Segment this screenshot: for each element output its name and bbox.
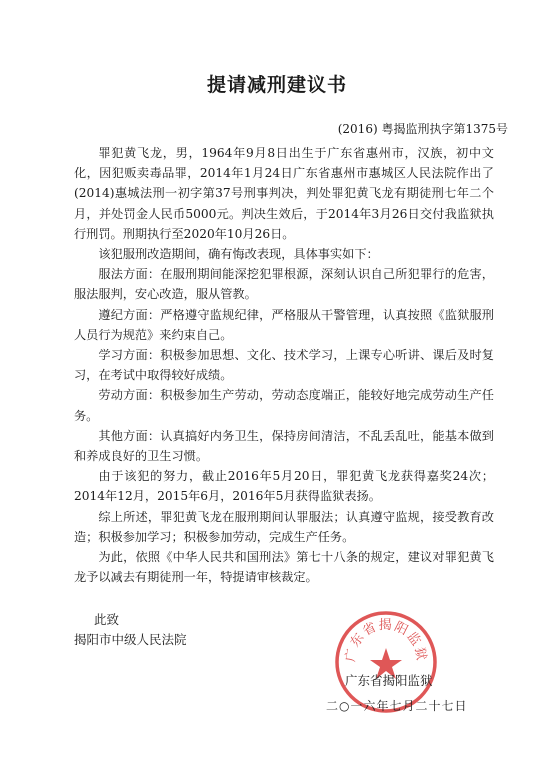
salutation-line-1: 此致 [94,612,120,627]
document-body [74,143,494,587]
document-number: (2016) 粤揭监刑执字第1375号 [337,122,508,136]
paragraph-discipline: 遵纪方面：严格遵守监规纪律，严格服从干警管理，认真按照《监狱服刑人员行为规范》来约束自己。 [74,307,494,342]
paragraph-offender-info: 罪犯黄飞龙，男，1964年9月8日出生于广东省惠州市，汉族，初中文化，因犯贩卖毒品罪，2014年1月24日广东省惠州市惠城区人民法院作出了(2014)惠城法刑一初字第37号刑事判决，判处罪犯黄飞龙有期徒刑七年二个月，并处罚金人民币5000元。判决生效后，于2014年3月26日交付我监狱执行刑罚。刑期执行至2020年10月26日。 [74,146,494,241]
paragraph-labor: 劳动方面：积极参加生产劳动，劳动态度端正，能较好地完成劳动生产任务。 [74,388,494,423]
paragraph-recommendation: 为此，依照《中华人民共和国刑法》第七十八条的规定，建议对罪犯黄飞龙予以减去有期徒刑一年，特提请审核裁定。 [74,550,494,585]
paragraph-intro: 该犯服刑改造期间，确有悔改表现，具体事实如下： [98,247,379,262]
paragraph-summary: 综上所述，罪犯黄飞龙在服刑期间认罪服法；认真遵守监规，接受教育改造；积极参加学习；积极参加劳动，完成生产任务。 [74,509,494,544]
paragraph-study: 学习方面：积极参加思想、文化、技术学习，上课专心听讲、课后及时复习，在考试中取得较好成绩。 [74,348,494,383]
paragraph-compliance: 服法方面：在服刑期间能深挖犯罪根源，深刻认识自己所犯罪行的危害，服法服判，安心改造，服从管教。 [74,267,494,302]
paragraph-other: 其他方面：认真搞好内务卫生，保持房间清洁，不乱丢乱吐，能基本做到和养成良好的卫生习惯。 [74,428,494,464]
svg-text:广东省揭阳监狱: 广东省揭阳监狱 [343,618,429,663]
document-title: 提请减刑建议书 [206,74,347,96]
paragraph-awards: 由于该犯的努力，截止2016年5月20日，罪犯黄飞龙获得嘉奖24次；2014年12月，2015年6月，2016年5月获得监狱表扬。 [74,469,494,504]
salutation-recipient: 揭阳市中级人民法院 [74,632,187,647]
issue-date: 二○一六年七月二十七日 [326,699,468,713]
issuing-organization: 广东省揭阳监狱 [345,673,433,688]
